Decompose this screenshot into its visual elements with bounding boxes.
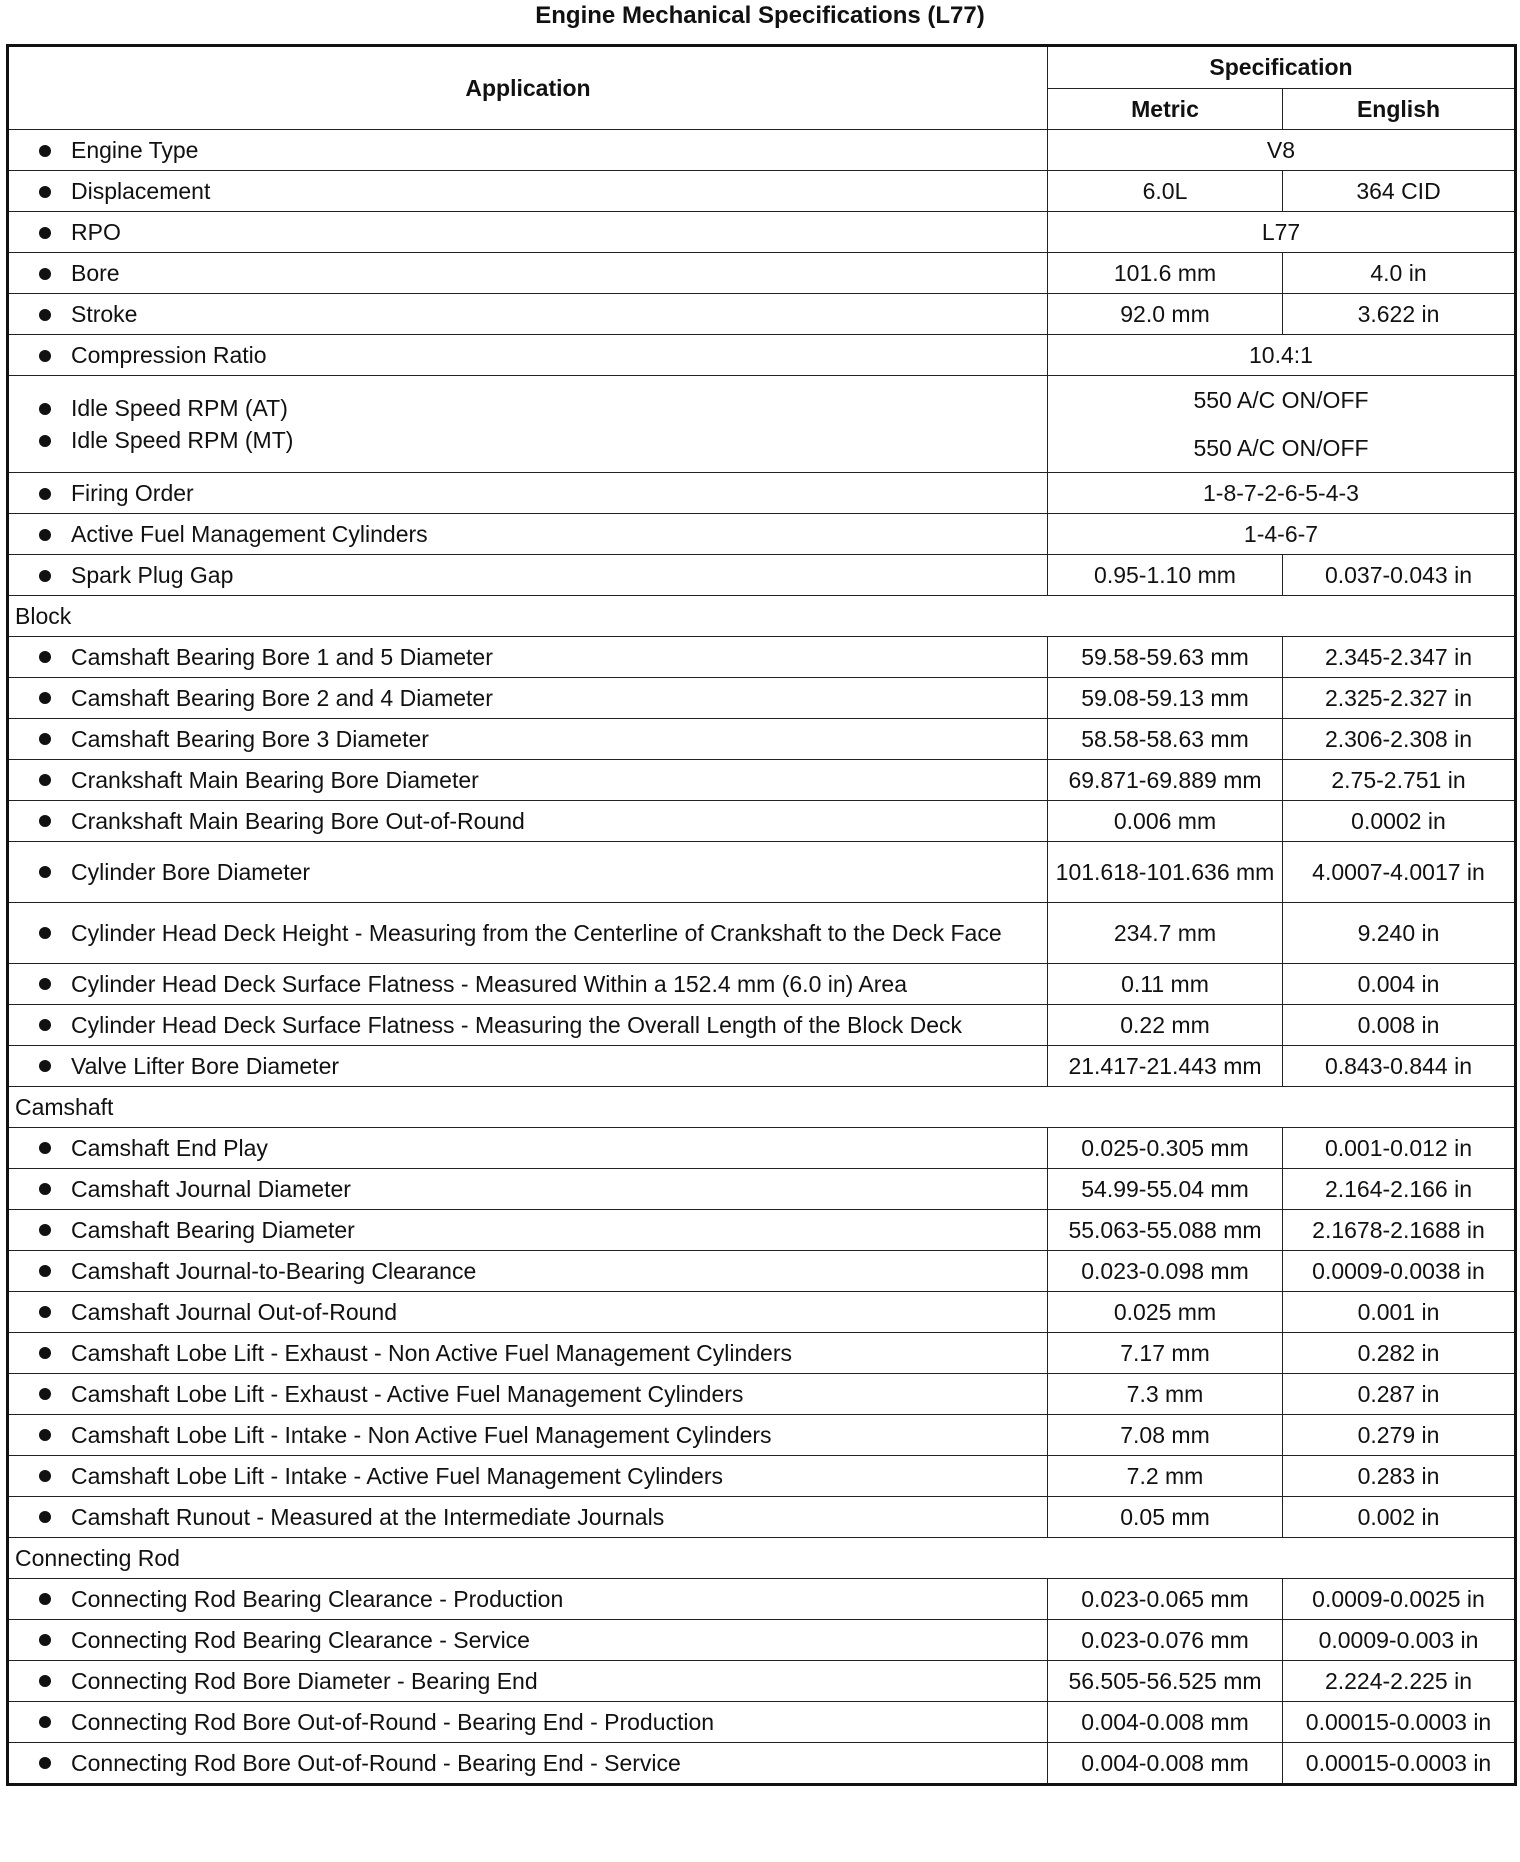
english-value: 3.622 in xyxy=(1283,294,1516,335)
metric-value: 59.58-59.63 mm xyxy=(1048,637,1283,678)
table-row xyxy=(8,1661,1516,1702)
row-label: Camshaft Bearing Diameter xyxy=(71,1217,355,1243)
bullet-icon xyxy=(39,1716,51,1728)
bullet-icon xyxy=(39,1634,51,1646)
english-value: 0.002 in xyxy=(1283,1497,1516,1538)
bullet-icon xyxy=(39,1183,51,1195)
row-label: Camshaft Lobe Lift - Exhaust - Active Fuel Management Cylinders xyxy=(71,1381,744,1407)
table-row xyxy=(8,1128,1516,1169)
table-row xyxy=(8,212,1516,253)
table-row xyxy=(8,760,1516,801)
row-label: Camshaft Lobe Lift - Exhaust - Non Active Fuel Management Cylinders xyxy=(71,1340,793,1366)
row-label: Connecting Rod Bore Diameter - Bearing End xyxy=(71,1668,538,1694)
metric-value: 0.006 mm xyxy=(1048,801,1283,842)
table-row xyxy=(8,1333,1516,1374)
metric-value: 21.417-21.443 mm xyxy=(1048,1046,1283,1087)
metric-value: 0.05 mm xyxy=(1048,1497,1283,1538)
table-row xyxy=(8,1210,1516,1251)
row-label: Cylinder Head Deck Height - Measuring from the Centerline of Crankshaft to the Deck Face xyxy=(71,920,1002,946)
bullet-icon xyxy=(39,1019,51,1031)
table-row xyxy=(8,376,1516,473)
table-row xyxy=(8,1251,1516,1292)
row-label: Engine Type xyxy=(71,137,199,163)
metric-value: 0.004-0.008 mm xyxy=(1048,1743,1283,1785)
metric-value: 0.004-0.008 mm xyxy=(1048,1702,1283,1743)
bullet-icon xyxy=(39,350,51,362)
table-row xyxy=(8,253,1516,294)
table-row xyxy=(8,1702,1516,1743)
table-row xyxy=(8,801,1516,842)
row-label: Idle Speed RPM (MT) xyxy=(71,427,294,453)
metric-value: 0.025-0.305 mm xyxy=(1048,1128,1283,1169)
english-value: 2.1678-2.1688 in xyxy=(1283,1210,1516,1251)
english-value: 0.004 in xyxy=(1283,964,1516,1005)
table-row xyxy=(8,130,1516,171)
table-row xyxy=(8,1743,1516,1785)
row-label: Camshaft Bearing Bore 2 and 4 Diameter xyxy=(71,685,493,711)
metric-value: 7.17 mm xyxy=(1048,1333,1283,1374)
row-label: Camshaft Bearing Bore 1 and 5 Diameter xyxy=(71,644,493,670)
table-row xyxy=(8,1620,1516,1661)
metric-value: 0.22 mm xyxy=(1048,1005,1283,1046)
table-row xyxy=(8,964,1516,1005)
bullet-icon xyxy=(39,1060,51,1072)
row-label: Crankshaft Main Bearing Bore Diameter xyxy=(71,767,479,793)
metric-value: 92.0 mm xyxy=(1048,294,1283,335)
row-label: Connecting Rod Bearing Clearance - Production xyxy=(71,1586,564,1612)
row-label: RPO xyxy=(71,219,121,245)
row-value: 550 A/C ON/OFF xyxy=(1193,387,1369,413)
table-row xyxy=(8,842,1516,903)
metric-value: 54.99-55.04 mm xyxy=(1048,1169,1283,1210)
metric-value: 55.063-55.088 mm xyxy=(1048,1210,1283,1251)
english-value: 0.0009-0.0025 in xyxy=(1283,1579,1516,1620)
table-row xyxy=(8,514,1516,555)
bullet-icon xyxy=(39,978,51,990)
english-value: 0.00015-0.0003 in xyxy=(1283,1743,1516,1785)
section-row xyxy=(8,1538,1516,1579)
english-value: 9.240 in xyxy=(1283,903,1516,964)
bullet-icon xyxy=(39,227,51,239)
row-label: Compression Ratio xyxy=(71,342,267,368)
metric-value: 0.025 mm xyxy=(1048,1292,1283,1333)
english-header: English xyxy=(1283,88,1516,130)
english-value: 0.283 in xyxy=(1283,1456,1516,1497)
row-label: Bore xyxy=(71,260,120,286)
section-title-connecting-rod: Connecting Rod xyxy=(8,1538,1516,1579)
row-value: L77 xyxy=(1048,212,1516,253)
row-label: Spark Plug Gap xyxy=(71,562,234,588)
row-label: Cylinder Head Deck Surface Flatness - Measuring the Overall Length of the Block Deck xyxy=(71,1012,963,1038)
row-label: Camshaft Lobe Lift - Intake - Non Active Fuel Management Cylinders xyxy=(71,1422,772,1448)
application-header: Application xyxy=(8,46,1048,130)
bullet-icon xyxy=(39,1388,51,1400)
section-row xyxy=(8,596,1516,637)
row-label: Connecting Rod Bore Out-of-Round - Bearing End - Service xyxy=(71,1750,681,1776)
row-label: Idle Speed RPM (AT) xyxy=(71,395,288,421)
metric-value: 101.618-101.636 mm xyxy=(1048,842,1283,903)
row-label: Cylinder Head Deck Surface Flatness - Measured Within a 152.4 mm (6.0 in) Area xyxy=(71,971,908,997)
row-value: 1-8-7-2-6-5-4-3 xyxy=(1048,473,1516,514)
bullet-icon xyxy=(39,1347,51,1359)
bullet-icon xyxy=(39,651,51,663)
row-label: Valve Lifter Bore Diameter xyxy=(71,1053,340,1079)
bullet-icon xyxy=(39,309,51,321)
row-label: Firing Order xyxy=(71,480,194,506)
row-label: Stroke xyxy=(71,301,138,327)
bullet-icon xyxy=(39,1593,51,1605)
bullet-icon xyxy=(39,488,51,500)
row-label: Camshaft Bearing Bore 3 Diameter xyxy=(71,726,429,752)
english-value: 0.0002 in xyxy=(1283,801,1516,842)
bullet-icon xyxy=(39,866,51,878)
english-value: 364 CID xyxy=(1283,171,1516,212)
table-row xyxy=(8,637,1516,678)
metric-value: 101.6 mm xyxy=(1048,253,1283,294)
bullet-icon xyxy=(39,1757,51,1769)
bullet-icon xyxy=(39,1224,51,1236)
english-value: 2.164-2.166 in xyxy=(1283,1169,1516,1210)
english-value: 0.0009-0.0038 in xyxy=(1283,1251,1516,1292)
english-value: 0.282 in xyxy=(1283,1333,1516,1374)
bullet-icon xyxy=(39,1142,51,1154)
table-row xyxy=(8,1497,1516,1538)
section-row xyxy=(8,1087,1516,1128)
english-value: 4.0 in xyxy=(1283,253,1516,294)
bullet-icon xyxy=(39,1306,51,1318)
row-label: Cylinder Bore Diameter xyxy=(71,859,311,885)
metric-value: 6.0L xyxy=(1048,171,1283,212)
english-value: 2.224-2.225 in xyxy=(1283,1661,1516,1702)
bullet-icon xyxy=(39,268,51,280)
section-title-block: Block xyxy=(8,596,1516,637)
metric-value: 7.2 mm xyxy=(1048,1456,1283,1497)
metric-value: 0.95-1.10 mm xyxy=(1048,555,1283,596)
row-value: 550 A/C ON/OFF xyxy=(1193,435,1369,461)
bullet-icon xyxy=(39,733,51,745)
metric-value: 0.023-0.098 mm xyxy=(1048,1251,1283,1292)
bullet-icon xyxy=(39,435,51,447)
metric-value: 0.11 mm xyxy=(1048,964,1283,1005)
bullet-icon xyxy=(39,774,51,786)
table-row xyxy=(8,1005,1516,1046)
table-row xyxy=(8,171,1516,212)
bullet-icon xyxy=(39,403,51,415)
english-value: 2.75-2.751 in xyxy=(1283,760,1516,801)
row-value: 10.4:1 xyxy=(1048,335,1516,376)
row-label: Camshaft Journal Diameter xyxy=(71,1176,351,1202)
bullet-icon xyxy=(39,529,51,541)
metric-header: Metric xyxy=(1048,88,1283,130)
metric-value: 58.58-58.63 mm xyxy=(1048,719,1283,760)
bullet-icon xyxy=(39,570,51,582)
table-row xyxy=(8,473,1516,514)
specification-header: Specification xyxy=(1048,46,1516,89)
english-value: 0.287 in xyxy=(1283,1374,1516,1415)
english-value: 0.037-0.043 in xyxy=(1283,555,1516,596)
section-title-camshaft: Camshaft xyxy=(8,1087,1516,1128)
table-row xyxy=(8,1169,1516,1210)
table-row xyxy=(8,1046,1516,1087)
english-value: 0.279 in xyxy=(1283,1415,1516,1456)
row-label: Connecting Rod Bearing Clearance - Service xyxy=(71,1627,530,1653)
bullet-icon xyxy=(39,1470,51,1482)
metric-value: 0.023-0.076 mm xyxy=(1048,1620,1283,1661)
metric-value: 69.871-69.889 mm xyxy=(1048,760,1283,801)
english-value: 0.001-0.012 in xyxy=(1283,1128,1516,1169)
bullet-icon xyxy=(39,1511,51,1523)
row-value: V8 xyxy=(1048,130,1516,171)
table-row xyxy=(8,903,1516,964)
row-value: 1-4-6-7 xyxy=(1048,514,1516,555)
row-label: Camshaft Runout - Measured at the Intermediate Journals xyxy=(71,1504,665,1530)
row-label: Camshaft Journal Out-of-Round xyxy=(71,1299,397,1325)
table-row xyxy=(8,1415,1516,1456)
row-label: Displacement xyxy=(71,178,211,204)
metric-value: 0.023-0.065 mm xyxy=(1048,1579,1283,1620)
bullet-icon xyxy=(39,186,51,198)
table-row xyxy=(8,294,1516,335)
bullet-icon xyxy=(39,815,51,827)
english-value: 2.306-2.308 in xyxy=(1283,719,1516,760)
spec-table xyxy=(6,44,1517,1786)
bullet-icon xyxy=(39,692,51,704)
page-title: Engine Mechanical Specifications (L77) xyxy=(535,2,985,29)
row-label: Camshaft Lobe Lift - Intake - Active Fuel Management Cylinders xyxy=(71,1463,723,1489)
english-value: 0.0009-0.003 in xyxy=(1283,1620,1516,1661)
table-row xyxy=(8,335,1516,376)
bullet-icon xyxy=(39,1429,51,1441)
row-label: Camshaft End Play xyxy=(71,1135,268,1161)
bullet-icon xyxy=(39,1675,51,1687)
metric-value: 7.08 mm xyxy=(1048,1415,1283,1456)
row-label: Active Fuel Management Cylinders xyxy=(71,521,428,547)
table-row xyxy=(8,719,1516,760)
row-label: Connecting Rod Bore Out-of-Round - Bearing End - Production xyxy=(71,1709,715,1735)
bullet-icon xyxy=(39,1265,51,1277)
english-value: 0.843-0.844 in xyxy=(1283,1046,1516,1087)
table-row xyxy=(8,678,1516,719)
english-value: 4.0007-4.0017 in xyxy=(1283,842,1516,903)
english-value: 0.008 in xyxy=(1283,1005,1516,1046)
english-value: 0.00015-0.0003 in xyxy=(1283,1702,1516,1743)
table-row xyxy=(8,1292,1516,1333)
row-label: Camshaft Journal-to-Bearing Clearance xyxy=(71,1258,477,1284)
english-value: 2.325-2.327 in xyxy=(1283,678,1516,719)
row-label: Crankshaft Main Bearing Bore Out-of-Round xyxy=(71,808,525,834)
metric-value: 59.08-59.13 mm xyxy=(1048,678,1283,719)
english-value: 0.001 in xyxy=(1283,1292,1516,1333)
bullet-icon xyxy=(39,145,51,157)
bullet-icon xyxy=(39,927,51,939)
metric-value: 234.7 mm xyxy=(1048,903,1283,964)
table-row xyxy=(8,555,1516,596)
english-value: 2.345-2.347 in xyxy=(1283,637,1516,678)
metric-value: 7.3 mm xyxy=(1048,1374,1283,1415)
table-row xyxy=(8,1374,1516,1415)
table-row xyxy=(8,1456,1516,1497)
metric-value: 56.505-56.525 mm xyxy=(1048,1661,1283,1702)
table-row xyxy=(8,1579,1516,1620)
